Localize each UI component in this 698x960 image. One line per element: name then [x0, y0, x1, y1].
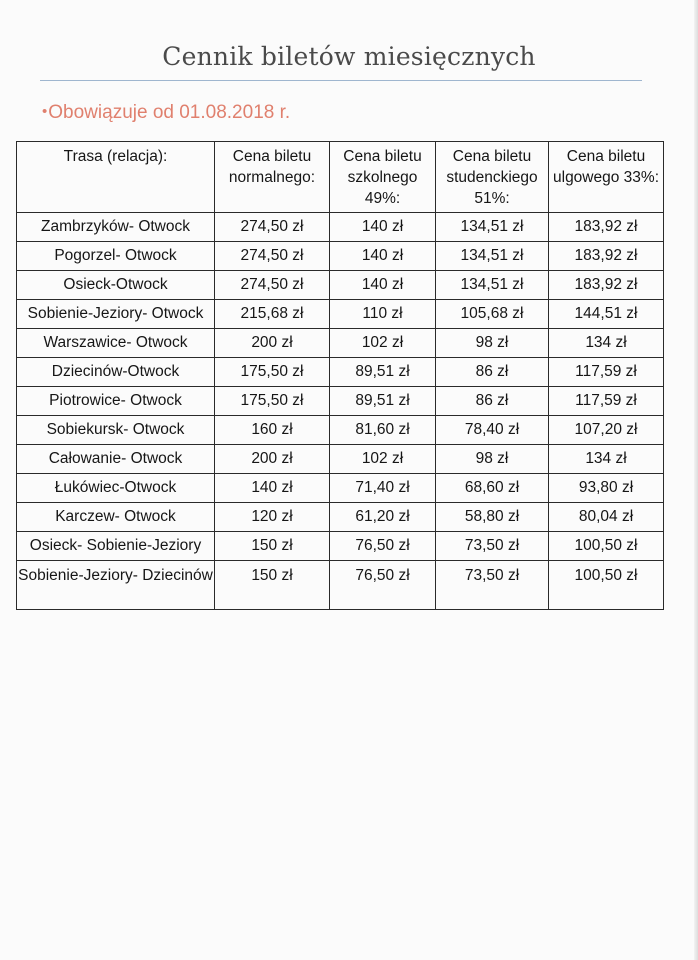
route-cell: Pogorzel- Otwock [17, 242, 215, 271]
reduced-price-cell: 183,92 zł [549, 213, 664, 242]
table-row [17, 445, 664, 474]
route-cell: Sobienie-Jeziory- Dziecinów [17, 561, 215, 610]
school-price-cell: 81,60 zł [330, 416, 436, 445]
reduced-price-cell: 183,92 zł [549, 271, 664, 300]
reduced-price-cell: 100,50 zł [549, 532, 664, 561]
normal-price-cell: 200 zł [215, 445, 330, 474]
table-row [17, 474, 664, 503]
table-row [17, 416, 664, 445]
header-student-price: Cena biletu studenckiego 51%: [436, 142, 549, 213]
normal-price-cell: 215,68 zł [215, 300, 330, 329]
school-price-cell: 140 zł [330, 213, 436, 242]
reduced-price-cell: 107,20 zł [549, 416, 664, 445]
route-cell: Sobiekursk- Otwock [17, 416, 215, 445]
route-cell: Sobienie-Jeziory- Otwock [17, 300, 215, 329]
school-price-cell: 110 zł [330, 300, 436, 329]
student-price-cell: 73,50 zł [436, 561, 549, 610]
normal-price-cell: 175,50 zł [215, 387, 330, 416]
student-price-cell: 58,80 zł [436, 503, 549, 532]
header-normal-price: Cena biletu normalnego: [215, 142, 330, 213]
school-price-cell: 61,20 zł [330, 503, 436, 532]
route-cell: Piotrowice- Otwock [17, 387, 215, 416]
student-price-cell: 98 zł [436, 445, 549, 474]
header-reduced-price: Cena biletu ulgowego 33%: [549, 142, 664, 213]
route-cell: Łukówiec-Otwock [17, 474, 215, 503]
page-title: Cennik biletów miesięcznych [162, 42, 536, 71]
route-cell: Karczew- Otwock [17, 503, 215, 532]
school-price-cell: 76,50 zł [330, 561, 436, 610]
table-row [17, 242, 664, 271]
school-price-cell: 89,51 zł [330, 387, 436, 416]
table-row [17, 329, 664, 358]
table-row [17, 503, 664, 532]
table-row [17, 358, 664, 387]
reduced-price-cell: 117,59 zł [549, 387, 664, 416]
table-row [17, 532, 664, 561]
route-cell: Osieck- Sobienie-Jeziory [17, 532, 215, 561]
reduced-price-cell: 144,51 zł [549, 300, 664, 329]
route-cell: Zambrzyków- Otwock [17, 213, 215, 242]
student-price-cell: 134,51 zł [436, 213, 549, 242]
normal-price-cell: 175,50 zł [215, 358, 330, 387]
school-price-cell: 102 zł [330, 329, 436, 358]
reduced-price-cell: 80,04 zł [549, 503, 664, 532]
student-price-cell: 68,60 zł [436, 474, 549, 503]
reduced-price-cell: 117,59 zł [549, 358, 664, 387]
header-school-price: Cena biletu szkolnego 49%: [330, 142, 436, 213]
route-cell: Całowanie- Otwock [17, 445, 215, 474]
route-cell: Osieck-Otwock [17, 271, 215, 300]
table-row [17, 213, 664, 242]
table-row [17, 561, 664, 610]
validity-note [42, 102, 290, 124]
normal-price-cell: 160 zł [215, 416, 330, 445]
school-price-cell: 140 zł [330, 271, 436, 300]
student-price-cell: 78,40 zł [436, 416, 549, 445]
normal-price-cell: 140 zł [215, 474, 330, 503]
student-price-cell: 134,51 zł [436, 271, 549, 300]
reduced-price-cell: 100,50 zł [549, 561, 664, 610]
validity-date-text: Obowiązuje od 01.08.2018 r. [48, 102, 291, 123]
school-price-cell: 102 zł [330, 445, 436, 474]
reduced-price-cell: 134 zł [549, 445, 664, 474]
reduced-price-cell: 134 zł [549, 329, 664, 358]
school-price-cell: 89,51 zł [330, 358, 436, 387]
table-row [17, 387, 664, 416]
normal-price-cell: 274,50 zł [215, 213, 330, 242]
page-edge [694, 0, 698, 960]
normal-price-cell: 150 zł [215, 561, 330, 610]
normal-price-cell: 150 zł [215, 532, 330, 561]
normal-price-cell: 274,50 zł [215, 242, 330, 271]
student-price-cell: 73,50 zł [436, 532, 549, 561]
reduced-price-cell: 183,92 zł [549, 242, 664, 271]
table-header-row [17, 142, 664, 213]
route-cell: Dziecinów-Otwock [17, 358, 215, 387]
normal-price-cell: 274,50 zł [215, 271, 330, 300]
student-price-cell: 105,68 zł [436, 300, 549, 329]
header-route: Trasa (relacja): [17, 142, 215, 213]
normal-price-cell: 200 zł [215, 329, 330, 358]
student-price-cell: 86 zł [436, 358, 549, 387]
table-row [17, 271, 664, 300]
school-price-cell: 71,40 zł [330, 474, 436, 503]
school-price-cell: 140 zł [330, 242, 436, 271]
student-price-cell: 98 zł [436, 329, 549, 358]
price-table [16, 141, 664, 610]
title-underline [40, 80, 642, 81]
student-price-cell: 134,51 zł [436, 242, 549, 271]
route-cell: Warszawice- Otwock [17, 329, 215, 358]
student-price-cell: 86 zł [436, 387, 549, 416]
bullet-icon: • [42, 103, 48, 120]
reduced-price-cell: 93,80 zł [549, 474, 664, 503]
normal-price-cell: 120 zł [215, 503, 330, 532]
school-price-cell: 76,50 zł [330, 532, 436, 561]
table-row [17, 300, 664, 329]
